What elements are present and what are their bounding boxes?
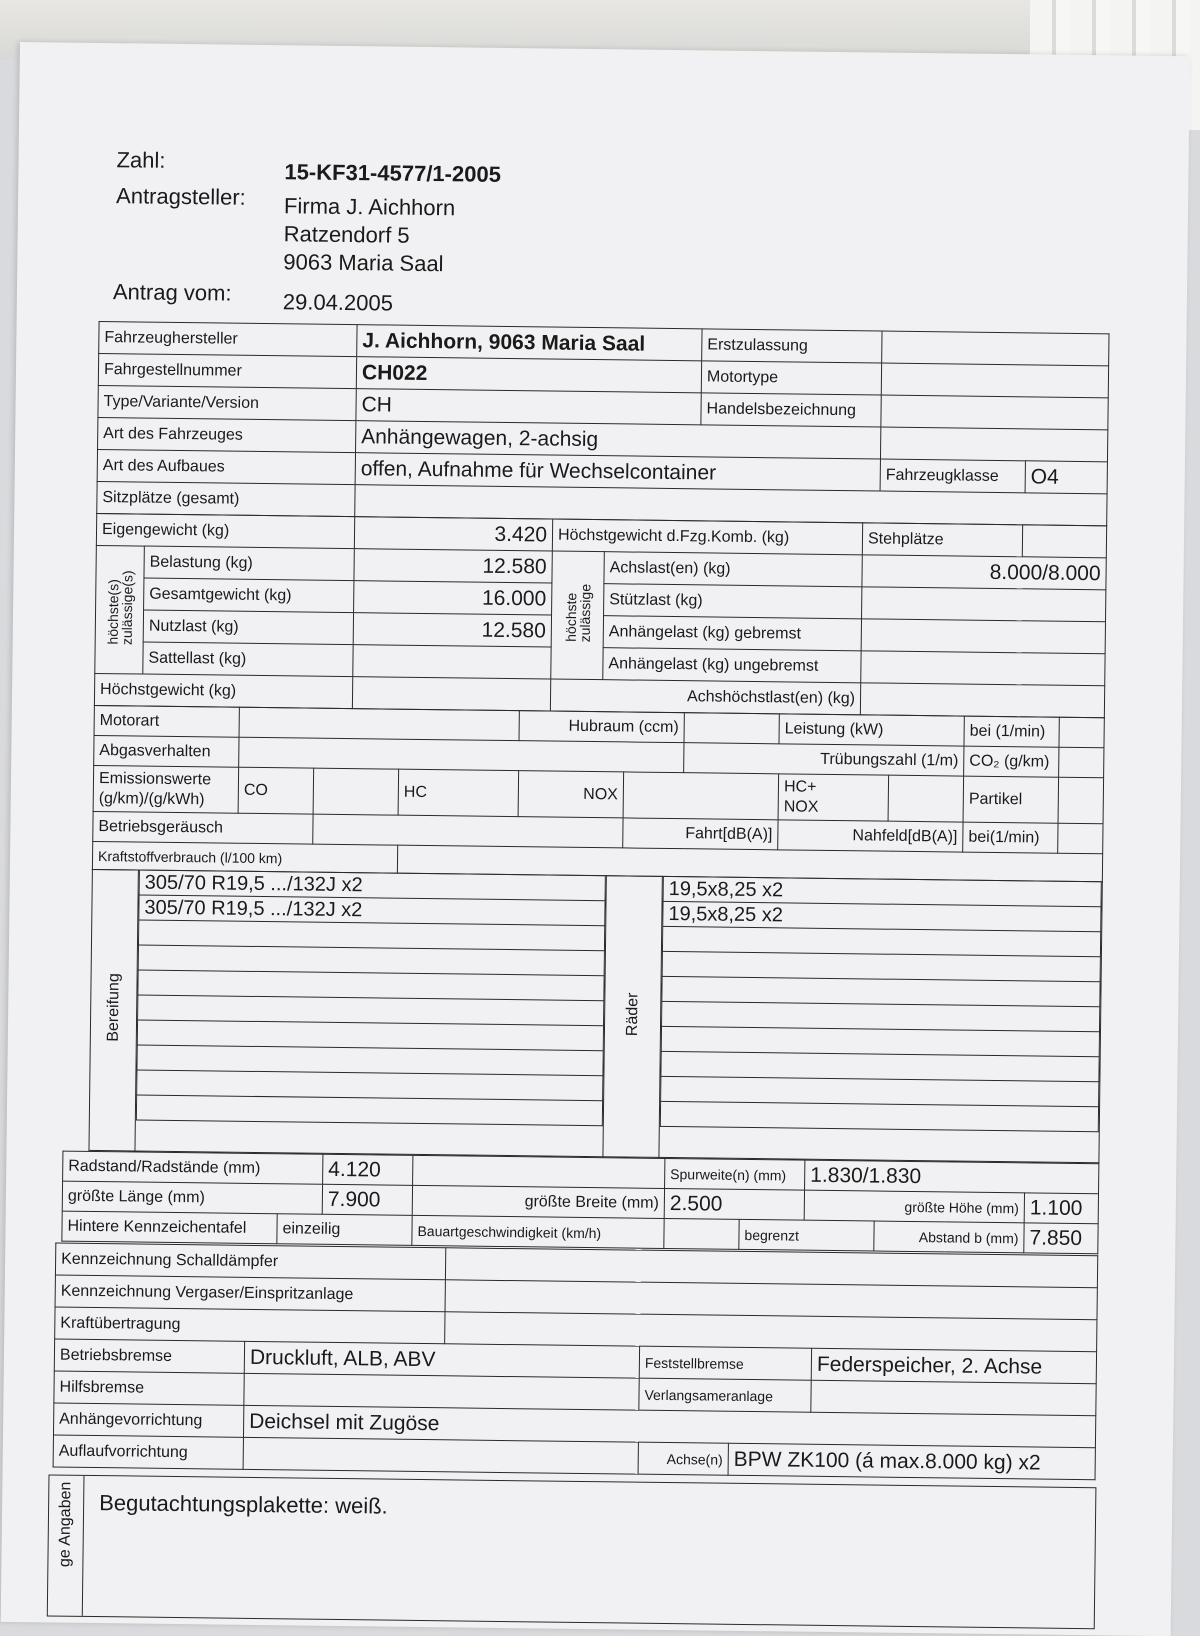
hersteller-label: Fahrzeughersteller [99,321,357,356]
achshoechstlast-label: Achshöchstlast(en) (kg) [550,679,860,715]
motorart-value [239,707,519,740]
raeder-list [659,876,1102,1162]
emission-label-1: Emissionswerte [98,769,212,788]
antragsteller-line-2: Ratzendorf 5 [283,221,410,248]
emission-label [93,765,239,813]
sattellast-value [353,645,551,679]
engine-table [92,705,1105,882]
antrag-vom-value: 29.04.2005 [282,289,394,316]
abgas-label: Abgasverhalten [94,735,239,767]
motortype-label: Motortype [701,361,881,395]
abstand-label: Abstand b (mm) [874,1221,1024,1253]
co2-value [1059,747,1104,778]
group-label-1: höchste(s) [104,579,121,645]
begrenzt-label: begrenzt [739,1219,874,1251]
sattellast-label: Sattellast (kg) [143,642,353,677]
bereifung-label: Bereifung [104,973,123,1043]
anh-ungebremst-label: Anhängelast (kg) ungebremst [603,648,861,683]
document-page [1,42,1190,1636]
hoechstgew-komb-label: Höchstgewicht d.Fzg.Komb. (kg) [552,519,862,555]
nox-value [623,772,779,820]
art-fahrzeug-blank [880,427,1107,462]
belastung-label: Belastung (kg) [144,546,354,581]
type-value: CH [356,389,701,425]
breite-value: 2.500 [664,1188,804,1220]
hubraum-label: Hubraum (ccm) [519,711,684,743]
anh-gebremst-label: Anhängelast (kg) gebremst [603,616,861,651]
anh-ungebremst-value [861,651,1105,686]
zahl-label: Zahl: [116,147,166,173]
hc-label: HC [398,769,519,816]
motorart-label: Motorart [94,705,239,737]
bei-value [1059,717,1104,748]
partikel-value [1058,777,1104,824]
fahrzeugklasse-value: O4 [1025,461,1107,494]
anhaengevorr-value: Deichsel mit Zugöse [243,1405,1095,1447]
stuetzlast-value [862,587,1106,622]
achsen-value: BPW ZK100 (á max.8.000 kg) x2 [728,1443,1095,1479]
sitzplaetze-label: Sitzplätze (gesamt) [97,481,355,516]
betriebsbremse-value: Druckluft, ALB, ABV [244,1341,639,1378]
raeder-label: Räder [623,992,641,1036]
type-label: Type/Variante/Version [98,385,356,420]
right-group-label [551,551,605,680]
achslast-value: 8.000/8.000 [862,555,1106,590]
art-aufbau-label: Art des Aufbaues [97,449,355,484]
achshoechstlast-value [860,683,1104,718]
fahrgestell-label: Fahrgestellnummer [98,353,356,388]
eigengewicht-label: Eigengewicht (kg) [96,513,354,548]
belastung-value: 12.580 [354,549,552,583]
raeder-line: 19,5x8,25 x2 [663,901,1101,931]
vehicle-identity-table [96,321,1109,526]
spurweite-value: 1.830/1.830 [805,1160,1099,1194]
kennzeichen-label: Hintere Kennzeichentafel [62,1211,277,1244]
hilfsbremse-label: Hilfsbremse [54,1371,244,1405]
verlangsamer-value [811,1380,1096,1415]
laenge-label: größte Länge (mm) [62,1181,322,1214]
hubraum-value [684,713,779,744]
kennzeichen-value: einzeilig [277,1214,412,1246]
hersteller-value: J. Aichhorn, 9063 Maria Saal [357,325,702,361]
anh-gebremst-value [861,619,1105,654]
misc-table [53,1243,1099,1481]
geraeusch-value [313,814,623,848]
raeder-label-cell [603,876,662,1158]
breite-label: größte Breite (mm) [412,1185,664,1218]
achsen-label: Achse(n) [638,1442,728,1475]
bauart-label: Bauartgeschwindigkeit (km/h) [412,1215,664,1248]
hilfsbremse-value [244,1373,639,1410]
spurweite-label: Spurweite(n) (mm) [665,1158,805,1190]
gesamtgewicht-value: 16.000 [354,581,552,615]
stehplaetze-label: Stehplätze [862,523,1022,557]
sonstige-label-cell [48,1475,85,1615]
raeder-line: 19,5x8,25 x2 [663,877,1101,907]
hcnox-label [778,774,889,821]
fahrzeugklasse-label: Fahrzeugklasse [880,459,1025,493]
schalldaempfer-label: Kennzeichnung Schalldämpfer [55,1243,445,1280]
abstand-value: 7.850 [1024,1223,1098,1254]
antragsteller-label: Antragsteller: [115,183,246,210]
kraftuebertragung-label: Kraftübertragung [55,1307,445,1344]
eigengewicht-value: 3.420 [354,517,552,551]
nahfeld-label: Nahfeld[dB(A)] [778,820,963,852]
antrag-vom-label: Antrag vom: [112,279,232,306]
verbrauch-label: Kraftstoffverbrauch (l/100 km) [92,841,397,873]
feststell-label: Feststellbremse [639,1346,811,1380]
raeder-line [660,1101,1098,1131]
group-label-2: zulässige(s) [118,569,136,645]
bereifung-lines [136,871,606,1127]
feststell-value: Federspeicher, 2. Achse [811,1348,1096,1383]
verlangsamer-label: Verlangsameranlage [639,1378,811,1412]
right-group-2: zulässige [576,583,593,643]
raeder-lines [660,877,1102,1132]
bereifung-label-cell [89,869,138,1151]
auflauf-value [243,1437,638,1474]
erstzulassung-label: Erstzulassung [702,329,882,363]
handelsbez-value [881,395,1108,430]
erstzulassung-value [882,331,1109,366]
art-aufbau-value: offen, Aufnahme für Wechselcontainer [355,453,880,491]
laenge-value: 7.900 [322,1184,412,1215]
geraeusch-label: Betriebsgeräusch [93,811,313,844]
sonstige-value: Begutachtungsplakette: weiß. [99,1490,388,1519]
sonstige-angaben-box [47,1474,1097,1629]
bereifung-list [135,870,606,1157]
weights-table [94,513,1107,718]
radstand-label: Radstand/Radstände (mm) [63,1151,323,1184]
bauart-value [664,1218,739,1249]
hcnox-label-2: NOX [783,797,819,816]
radstand-value: 4.120 [323,1154,413,1185]
truebung-label: Trübungszahl (1/m) [684,743,964,776]
auflauf-label: Auflaufvorrichtung [53,1435,243,1469]
right-group-1: höchste [562,592,579,643]
fahrgestell-value: CH022 [356,357,701,393]
gesamtgewicht-label: Gesamtgewicht (kg) [144,578,354,613]
zahl-value: 15-KF31-4577/1-2005 [284,159,502,187]
hoehe-value: 1.100 [1024,1193,1098,1224]
hcnox-value [888,775,964,822]
hoehe-label: größte Höhe (mm) [804,1190,1024,1223]
dimensions-table [61,1151,1099,1255]
antragsteller-line-3: 9063 Maria Saal [283,249,444,277]
bereifung-line: 305/70 R19,5 .../132J x2 [139,895,605,926]
hoechstgewicht-label: Höchstgewicht (kg) [94,673,352,708]
co-value [313,768,399,815]
tyres-table [88,869,1102,1163]
co-label: CO [238,767,314,814]
handelsbez-label: Handelsbezeichnung [701,393,881,427]
art-fahrzeug-label: Art des Fahrzeuges [98,417,356,452]
partikel-label: Partikel [963,776,1059,823]
hoechste-zulaessige-label [95,545,145,674]
anhaengevorr-label: Anhängevorrichtung [53,1403,243,1437]
nutzlast-value: 12.580 [353,613,551,647]
emission-label-2: (g/km)/(g/kWh) [98,789,205,808]
vergaser-label: Kennzeichnung Vergaser/Einspritzanlage [55,1275,445,1312]
bei2-value [1058,823,1103,854]
bereifung-line [136,1095,602,1126]
stehplaetze-value [1022,525,1106,558]
fahrt-label: Fahrt[dB(A)] [623,818,778,850]
co2-label: CO₂ (g/km) [964,746,1059,777]
achslast-label: Achslast(en) (kg) [604,552,862,587]
bereifung-line: 305/70 R19,5 .../132J x2 [139,871,605,901]
betriebsbremse-label: Betriebsbremse [54,1339,244,1373]
stuetzlast-label: Stützlast (kg) [604,584,862,619]
sonstige-label: ge Angaben [56,1481,75,1568]
bei2-label: bei(1/min) [963,822,1058,853]
hcnox-label-1: HC+ [783,777,817,796]
leistung-label: Leistung (kW) [779,714,964,746]
antragsteller-line-1: Firma J. Aichhorn [283,193,456,221]
motortype-value [881,363,1108,398]
nutzlast-label: Nutzlast (kg) [143,610,353,645]
radstand-blank [413,1155,665,1188]
nox-label: NOX [518,771,624,818]
hoechstgewicht-value [352,677,550,711]
art-fahrzeug-value: Anhängewagen, 2-achsig [356,421,881,459]
bei-label: bei (1/min) [964,716,1059,747]
